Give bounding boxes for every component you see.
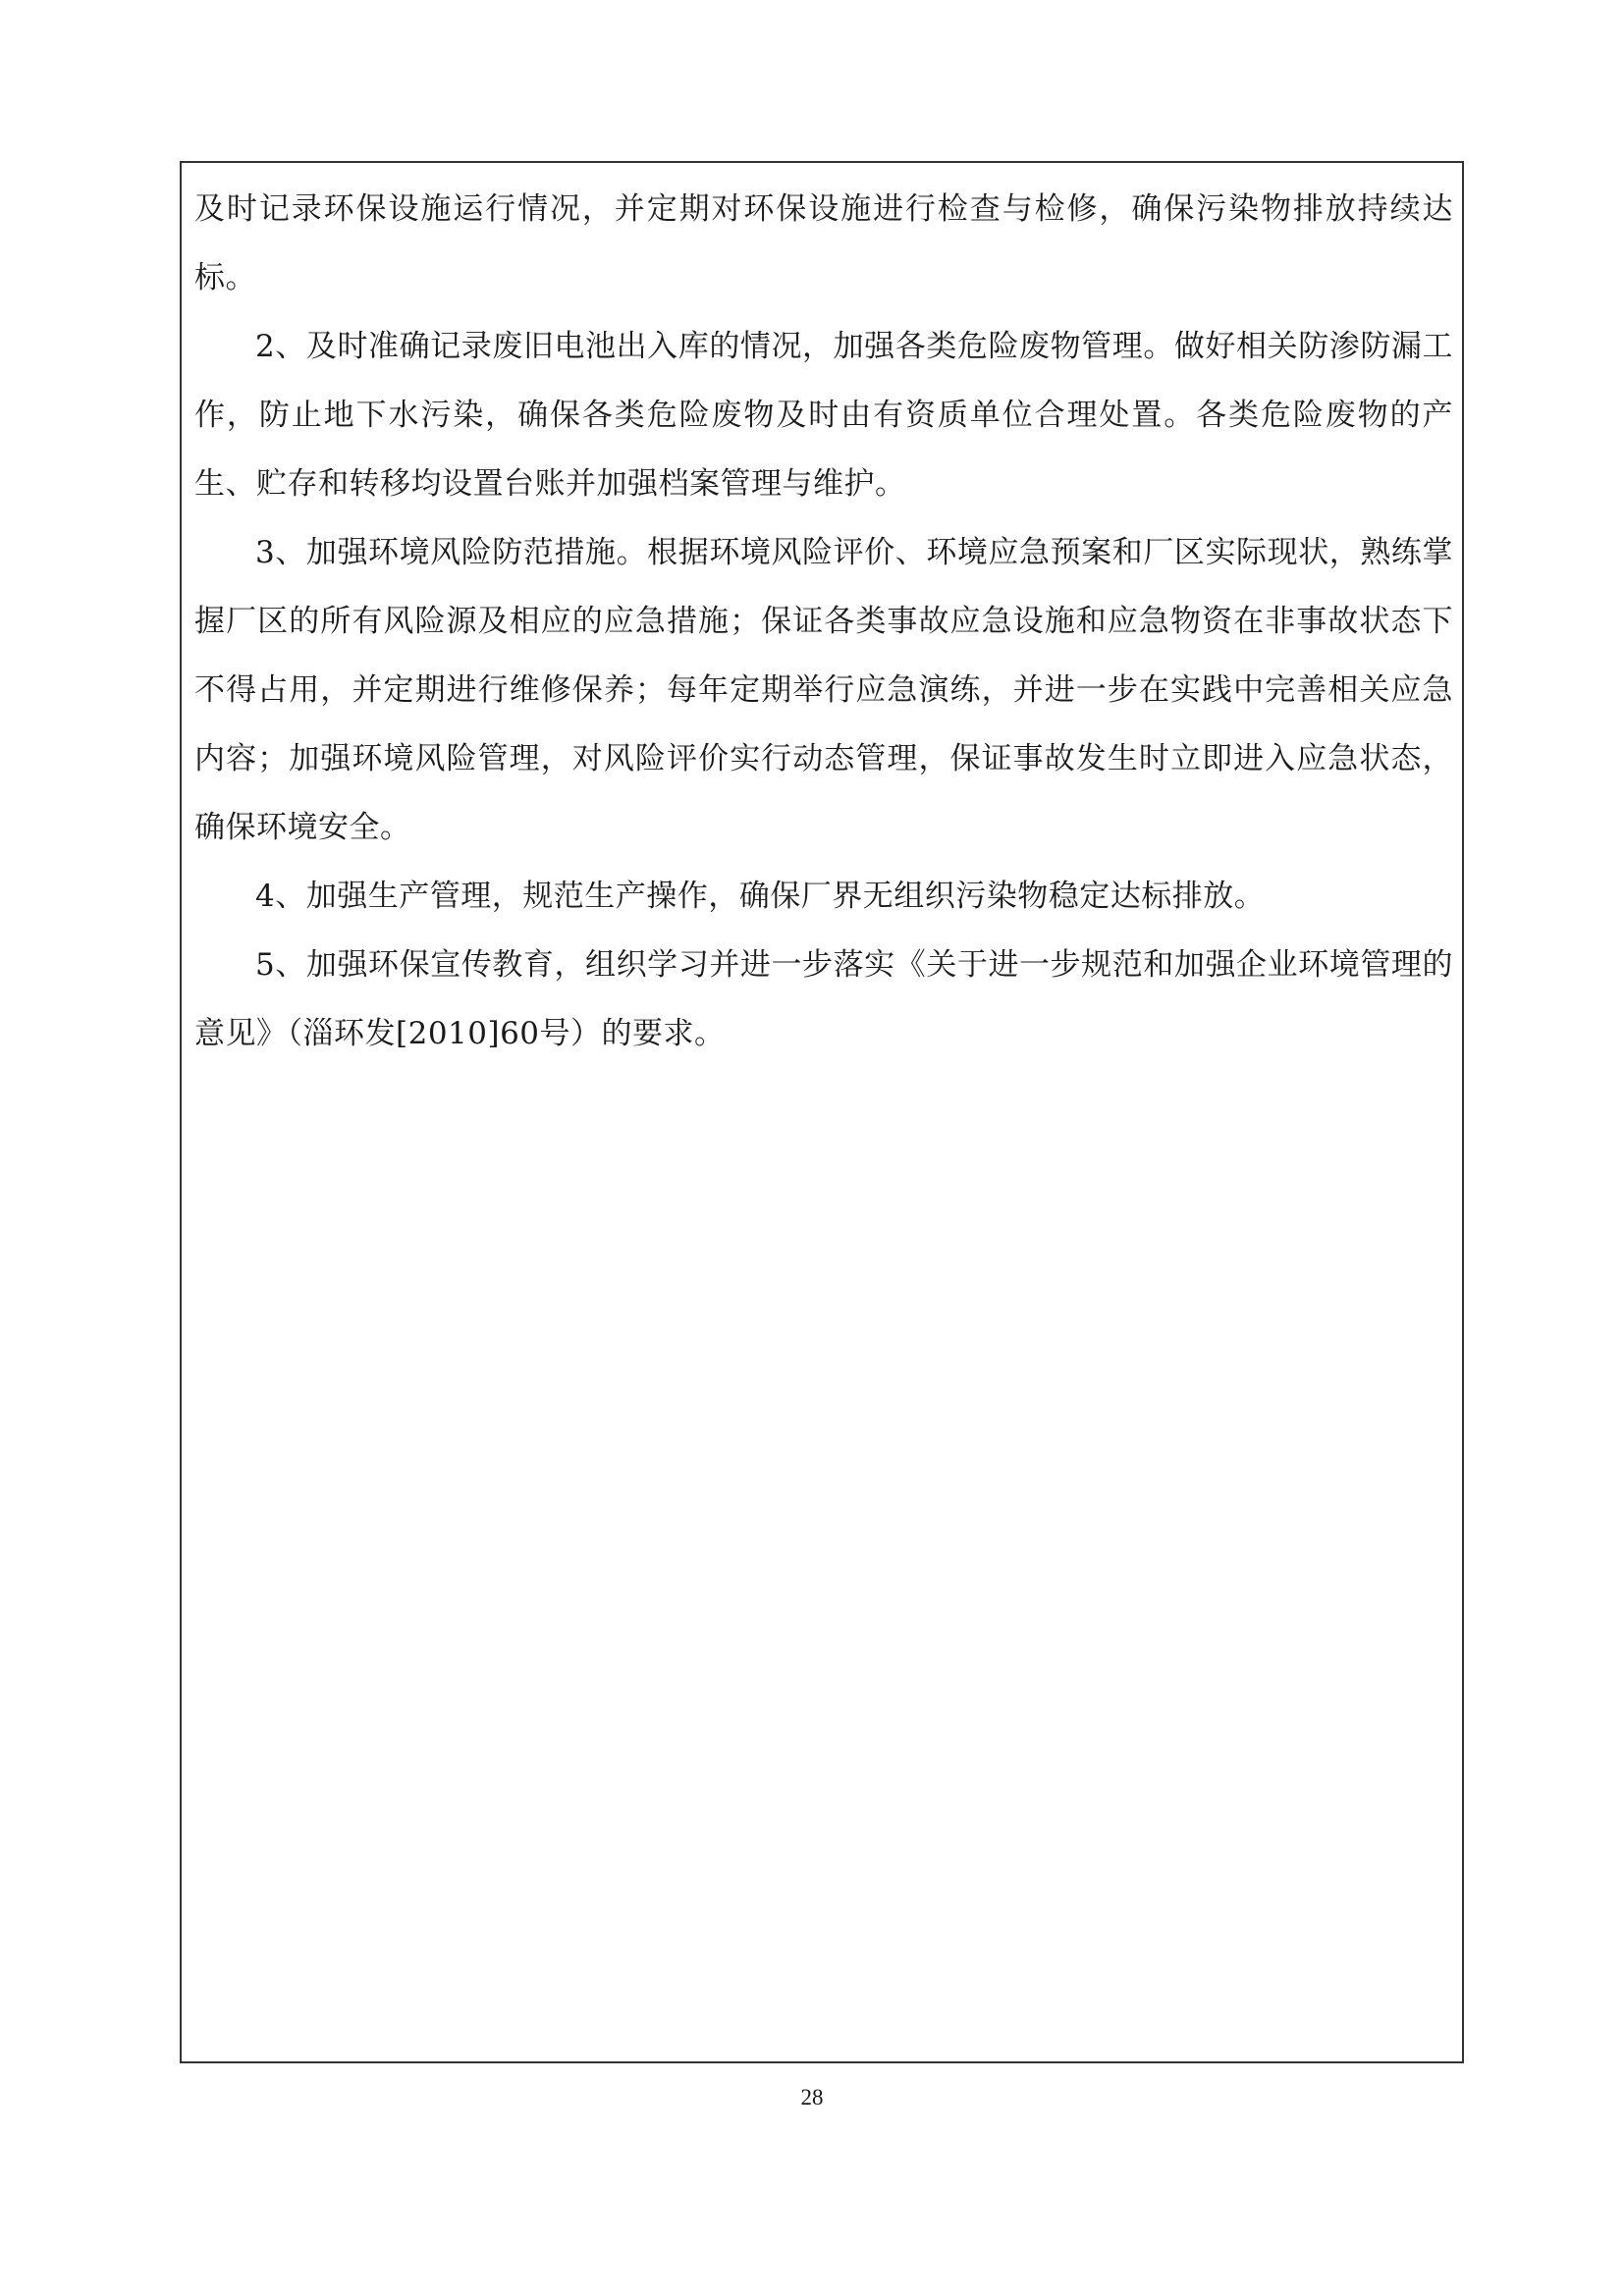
paragraph-item-5: 5、加强环保宣传教育，组织学习并进一步落实《关于进一步规范和加强企业环境管理的意见》（淄环发[2010]60号）的要求。 xyxy=(194,947,1453,1051)
paragraph-continuation: 及时记录环保设施运行情况，并定期对环保设施进行检查与检修，确保污染物排放持续达标。 xyxy=(194,191,1453,295)
paragraph-item-3: 3、加强环境风险防范措施。根据环境风险评价、环境应急预案和厂区实际现状，熟练掌握厂区的所有风险源及相应的应急措施；保证各类事故应急设施和应急物资在非事故状态下不得占用，并定期进行维修保养；每年定期举行应急演练，并进一步在实践中完善相关应急内容；加强环境风险管理，对风险评价实行动态管理，保证事故发生时立即进入应急状态，确保环境安全。 xyxy=(194,535,1453,845)
paragraph-item-2: 2、及时准确记录废旧电池出入库的情况，加强各类危险废物管理。做好相关防渗防漏工作，防止地下水污染，确保各类危险废物及时由有资质单位合理处置。各类危险废物的产生、贮存和转移均设置台账并加强档案管理与维护。 xyxy=(194,329,1453,502)
page-number: 28 xyxy=(800,2085,824,2109)
paragraph-item-4: 4、加强生产管理，规范生产操作，确保厂界无组织污染物稳定达标排放。 xyxy=(255,879,1266,914)
cell-content xyxy=(194,175,1453,1068)
